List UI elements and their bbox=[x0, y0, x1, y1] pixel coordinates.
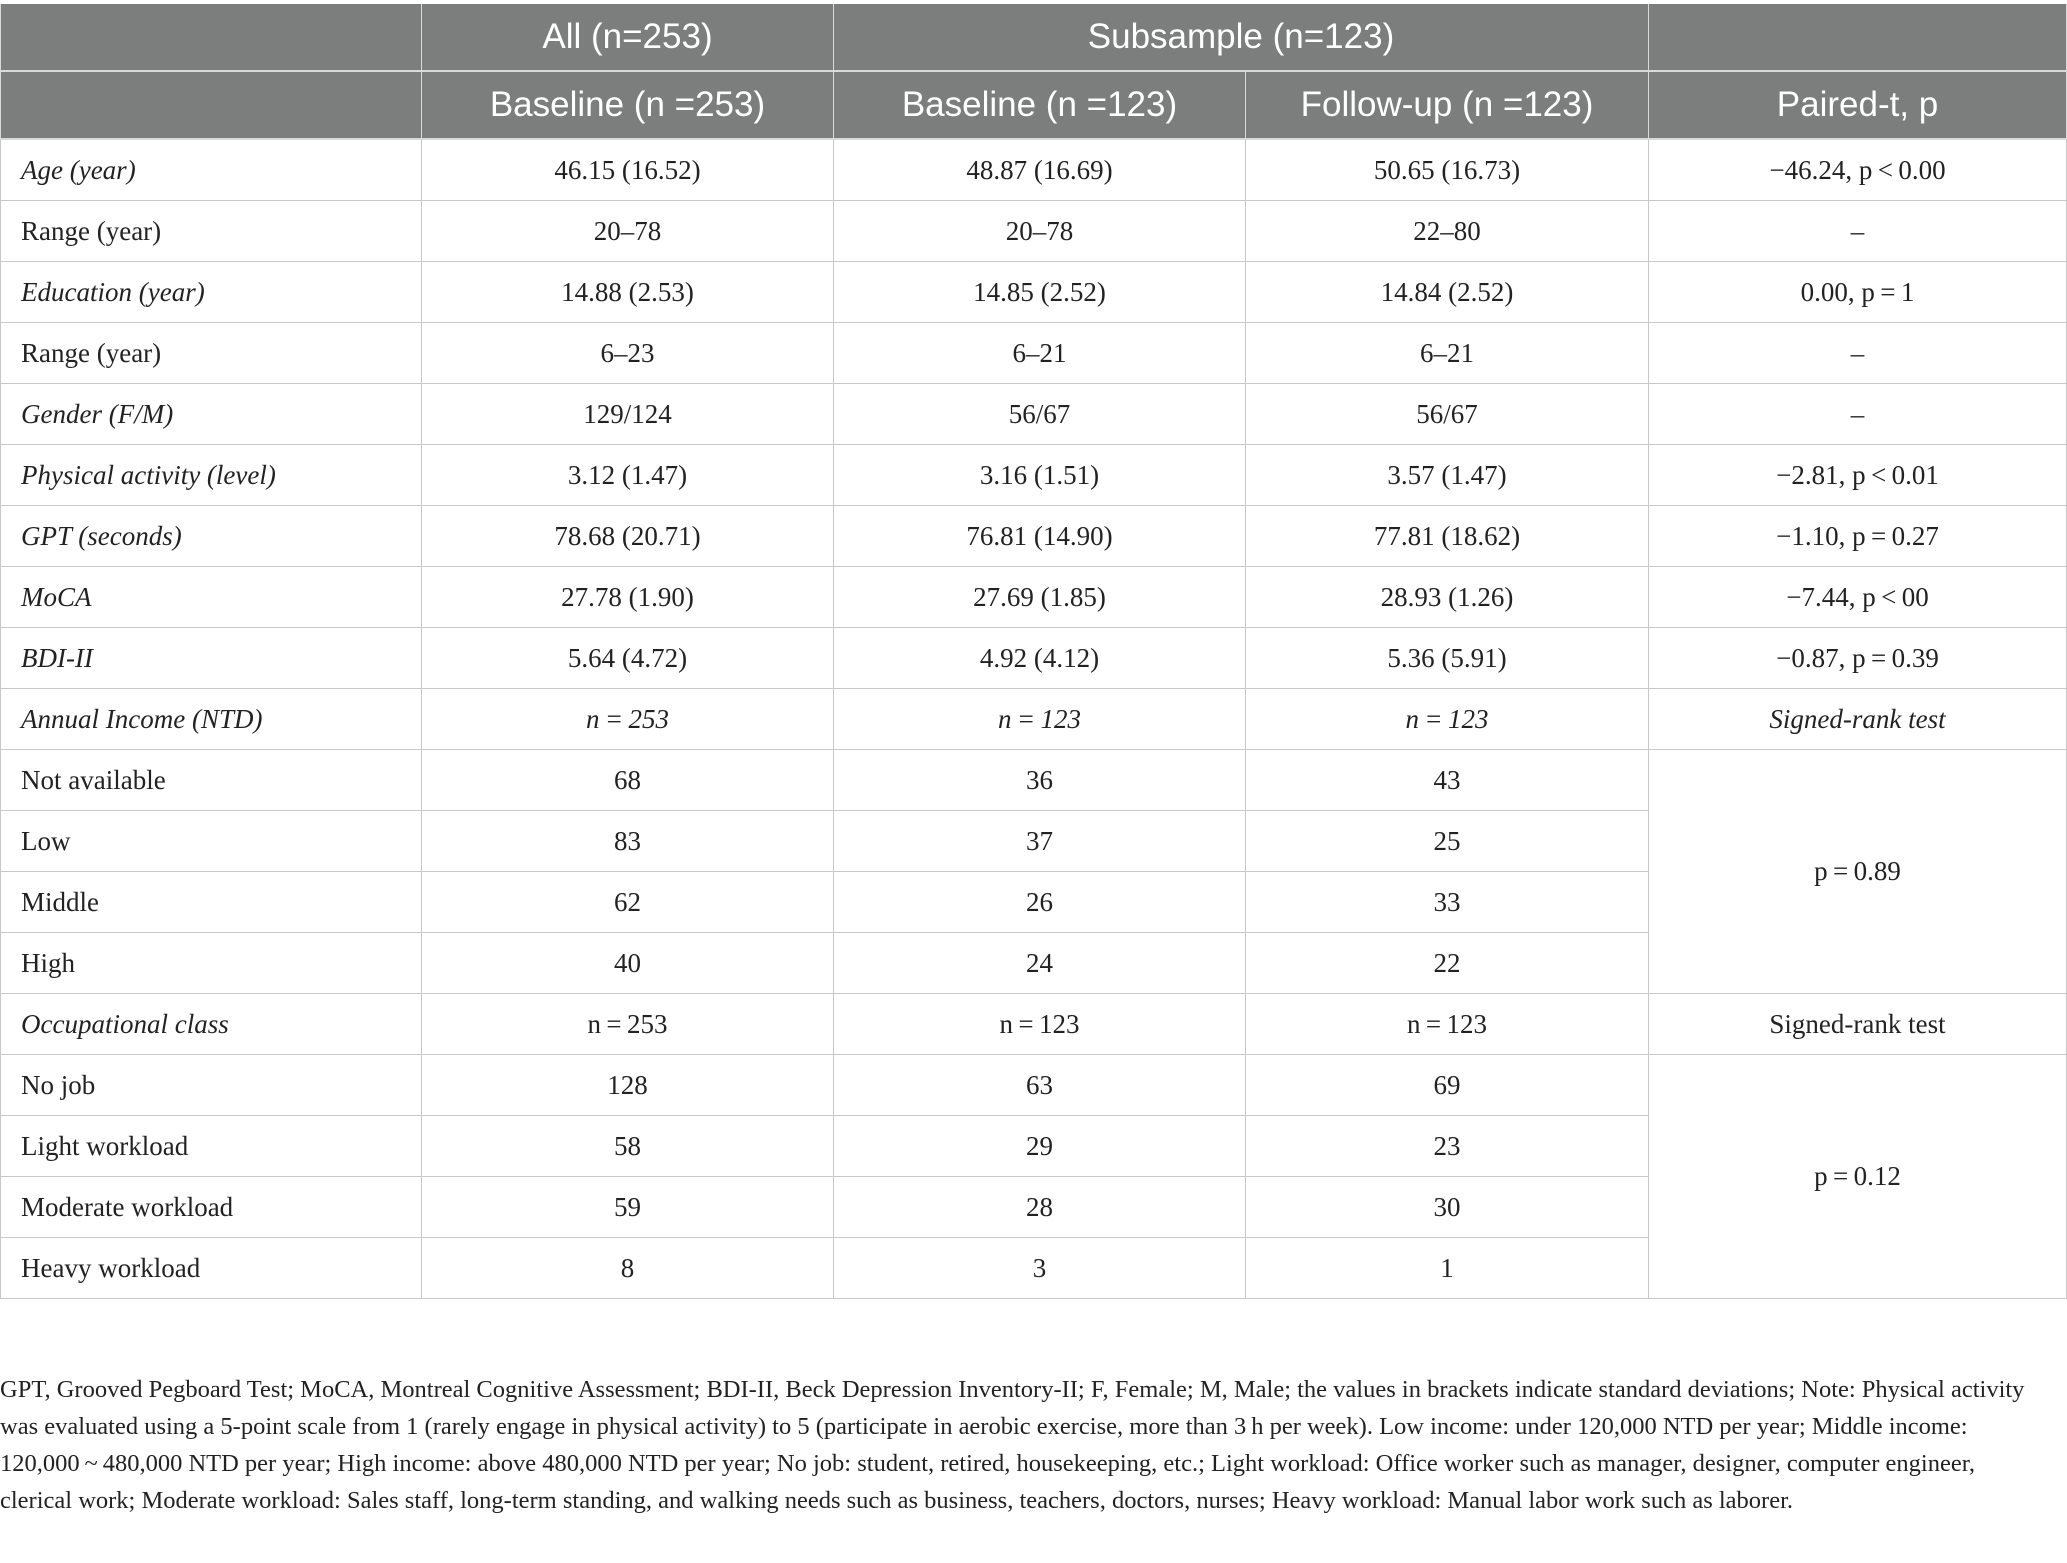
table-body bbox=[1, 139, 2067, 1299]
cell-followup: 56/67 bbox=[1246, 384, 1649, 445]
row-label: Range (year) bbox=[1, 201, 422, 262]
table-row bbox=[1, 567, 2067, 628]
header-row-group bbox=[1, 4, 2067, 71]
cell-stat: −2.81, p < 0.01 bbox=[1649, 445, 2067, 506]
row-label: High bbox=[1, 933, 422, 994]
header-all: All (n=253) bbox=[422, 4, 834, 71]
cell-baseline: 63 bbox=[834, 1055, 1246, 1116]
cell-followup: 22 bbox=[1246, 933, 1649, 994]
cell-stat: – bbox=[1649, 384, 2067, 445]
cell-baseline: 29 bbox=[834, 1116, 1246, 1177]
income-n-all: n = 253 bbox=[422, 689, 834, 750]
table-row bbox=[1, 445, 2067, 506]
cell-baseline: 48.87 (16.69) bbox=[834, 139, 1246, 201]
table-row bbox=[1, 750, 2067, 811]
row-label: Age (year) bbox=[1, 139, 422, 201]
cell-all: 6–23 bbox=[422, 323, 834, 384]
row-label: Moderate workload bbox=[1, 1177, 422, 1238]
cell-followup: 50.65 (16.73) bbox=[1246, 139, 1649, 201]
row-label: BDI-II bbox=[1, 628, 422, 689]
table-row bbox=[1, 139, 2067, 201]
row-label: Middle bbox=[1, 872, 422, 933]
header-empty-cell bbox=[1, 4, 422, 71]
header-row-columns bbox=[1, 71, 2067, 139]
table-row bbox=[1, 262, 2067, 323]
row-label: Physical activity (level) bbox=[1, 445, 422, 506]
cell-stat: – bbox=[1649, 323, 2067, 384]
cell-baseline: 27.69 (1.85) bbox=[834, 567, 1246, 628]
row-label: Range (year) bbox=[1, 323, 422, 384]
cell-baseline: 4.92 (4.12) bbox=[834, 628, 1246, 689]
cell-stat: – bbox=[1649, 201, 2067, 262]
cell-stat: −7.44, p < 00 bbox=[1649, 567, 2067, 628]
cell-all: 58 bbox=[422, 1116, 834, 1177]
table-row bbox=[1, 1055, 2067, 1116]
cell-all: 14.88 (2.53) bbox=[422, 262, 834, 323]
cell-all: 46.15 (16.52) bbox=[422, 139, 834, 201]
cell-baseline: 26 bbox=[834, 872, 1246, 933]
demographics-table-container bbox=[0, 4, 2067, 1299]
cell-all: 20–78 bbox=[422, 201, 834, 262]
table-row bbox=[1, 384, 2067, 445]
header-baseline-all: Baseline (n =253) bbox=[422, 71, 834, 139]
header-paired-t: Paired-t, p bbox=[1649, 71, 2067, 139]
cell-all: 40 bbox=[422, 933, 834, 994]
row-label: Gender (F/M) bbox=[1, 384, 422, 445]
table-row bbox=[1, 201, 2067, 262]
cell-all: 62 bbox=[422, 872, 834, 933]
cell-baseline: 3.16 (1.51) bbox=[834, 445, 1246, 506]
cell-followup: 30 bbox=[1246, 1177, 1649, 1238]
cell-followup: 23 bbox=[1246, 1116, 1649, 1177]
cell-baseline: 6–21 bbox=[834, 323, 1246, 384]
cell-followup: 43 bbox=[1246, 750, 1649, 811]
header-subsample: Subsample (n=123) bbox=[834, 4, 1649, 71]
income-n-followup: n = 123 bbox=[1246, 689, 1649, 750]
cell-stat: −46.24, p < 0.00 bbox=[1649, 139, 2067, 201]
cell-baseline: 3 bbox=[834, 1238, 1246, 1299]
income-p-value: p = 0.89 bbox=[1649, 750, 2067, 994]
cell-followup: 69 bbox=[1246, 1055, 1649, 1116]
cell-stat: −0.87, p = 0.39 bbox=[1649, 628, 2067, 689]
cell-all: 5.64 (4.72) bbox=[422, 628, 834, 689]
cell-stat: −1.10, p = 0.27 bbox=[1649, 506, 2067, 567]
cell-followup: 6–21 bbox=[1246, 323, 1649, 384]
occupation-p-value: p = 0.12 bbox=[1649, 1055, 2067, 1299]
cell-all: 83 bbox=[422, 811, 834, 872]
cell-followup: 5.36 (5.91) bbox=[1246, 628, 1649, 689]
header-empty-cell bbox=[1649, 4, 2067, 71]
header-baseline-sub: Baseline (n =123) bbox=[834, 71, 1246, 139]
cell-all: 3.12 (1.47) bbox=[422, 445, 834, 506]
income-label: Annual Income (NTD) bbox=[1, 689, 422, 750]
cell-followup: 77.81 (18.62) bbox=[1246, 506, 1649, 567]
occupation-header-row bbox=[1, 994, 2067, 1055]
row-label: MoCA bbox=[1, 567, 422, 628]
occupation-n-all: n = 253 bbox=[422, 994, 834, 1055]
cell-all: 8 bbox=[422, 1238, 834, 1299]
cell-all: 129/124 bbox=[422, 384, 834, 445]
cell-baseline: 76.81 (14.90) bbox=[834, 506, 1246, 567]
table-header bbox=[1, 4, 2067, 139]
cell-followup: 1 bbox=[1246, 1238, 1649, 1299]
row-label: Not available bbox=[1, 750, 422, 811]
cell-baseline: 24 bbox=[834, 933, 1246, 994]
cell-followup: 22–80 bbox=[1246, 201, 1649, 262]
cell-baseline: 56/67 bbox=[834, 384, 1246, 445]
cell-followup: 28.93 (1.26) bbox=[1246, 567, 1649, 628]
cell-followup: 14.84 (2.52) bbox=[1246, 262, 1649, 323]
cell-followup: 25 bbox=[1246, 811, 1649, 872]
demographics-table bbox=[0, 4, 2067, 1299]
row-label: Education (year) bbox=[1, 262, 422, 323]
occupation-label: Occupational class bbox=[1, 994, 422, 1055]
row-label: Heavy workload bbox=[1, 1238, 422, 1299]
table-row bbox=[1, 628, 2067, 689]
cell-baseline: 14.85 (2.52) bbox=[834, 262, 1246, 323]
table-footnote: GPT, Grooved Pegboard Test; MoCA, Montreal Cognitive Assessment; BDI-II, Beck Depression Inventory-II; F, Female; M, Male; the values in brackets indicate standard deviations; Note: Physical activity was evaluated using a 5-point scale from 1 (rarely engage in physical activity) to 5 (participate in aerobic exercise, more than 3 h per week). Low income: under 120,000 NTD per year; Middle income: 120,000 ~ 480,000 NTD per year; High income: above 480,000 NTD per year; No job: student, retired, housekeeping, etc.; Light workload: Office worker such as manager, designer, computer engineer, clerical work; Moderate workload: Sales staff, long-term standing, and walking needs such as business, teachers, doctors, nurses; Heavy workload: Manual labor work such as laborer. bbox=[0, 1376, 2025, 1514]
cell-baseline: 20–78 bbox=[834, 201, 1246, 262]
cell-all: 68 bbox=[422, 750, 834, 811]
cell-all: 27.78 (1.90) bbox=[422, 567, 834, 628]
occupation-n-baseline: n = 123 bbox=[834, 994, 1246, 1055]
income-n-baseline: n = 123 bbox=[834, 689, 1246, 750]
cell-all: 59 bbox=[422, 1177, 834, 1238]
income-header-row bbox=[1, 689, 2067, 750]
row-label: GPT (seconds) bbox=[1, 506, 422, 567]
header-followup: Follow-up (n =123) bbox=[1246, 71, 1649, 139]
row-label: Light workload bbox=[1, 1116, 422, 1177]
occupation-n-followup: n = 123 bbox=[1246, 994, 1649, 1055]
cell-followup: 33 bbox=[1246, 872, 1649, 933]
cell-baseline: 36 bbox=[834, 750, 1246, 811]
income-test: Signed-rank test bbox=[1649, 689, 2067, 750]
cell-all: 78.68 (20.71) bbox=[422, 506, 834, 567]
cell-stat: 0.00, p = 1 bbox=[1649, 262, 2067, 323]
table-row bbox=[1, 506, 2067, 567]
occupation-test: Signed-rank test bbox=[1649, 994, 2067, 1055]
row-label: No job bbox=[1, 1055, 422, 1116]
cell-baseline: 37 bbox=[834, 811, 1246, 872]
row-label: Low bbox=[1, 811, 422, 872]
cell-followup: 3.57 (1.47) bbox=[1246, 445, 1649, 506]
cell-all: 128 bbox=[422, 1055, 834, 1116]
cell-baseline: 28 bbox=[834, 1177, 1246, 1238]
table-row bbox=[1, 323, 2067, 384]
header-empty-cell bbox=[1, 71, 422, 139]
